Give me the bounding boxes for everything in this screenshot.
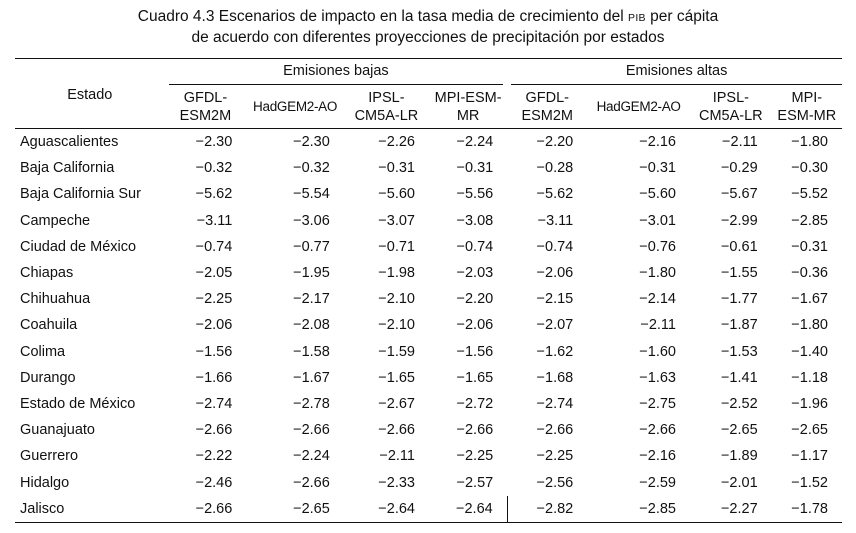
value-cell: −5.62 <box>195 186 233 203</box>
value-cell: −5.60 <box>378 186 415 203</box>
value-cell: −2.16 <box>639 448 676 465</box>
value-cell: −2.74 <box>536 395 574 412</box>
model-header-5 <box>587 85 690 129</box>
value-cell: −1.89 <box>720 448 758 465</box>
value-cell: −2.25 <box>536 448 574 465</box>
group-header-low <box>165 59 508 86</box>
title-text: Cuadro 4.3 Escenarios de impacto en la tasa media de crecimiento del <box>137 8 629 25</box>
value-cell: −2.03 <box>456 265 494 282</box>
value-cell: −2.06 <box>456 317 494 334</box>
impact-table <box>15 58 842 523</box>
model-header-line1: IPSL- <box>368 89 405 106</box>
model-header-2 <box>344 85 429 129</box>
value-cell: −1.17 <box>791 448 828 465</box>
value-cell: −2.67 <box>378 395 415 412</box>
value-cell: −5.60 <box>639 186 676 203</box>
state-name: Baja California Sur <box>20 186 141 203</box>
state-name: Estado de México <box>20 395 136 412</box>
value-cell: −2.85 <box>791 212 828 229</box>
group-header-high-label: Emisiones altas <box>511 59 842 85</box>
value-cell: −2.52 <box>720 395 758 412</box>
table-row <box>15 365 842 391</box>
value-cell: −5.56 <box>456 186 494 203</box>
table-row <box>15 234 842 260</box>
value-cell: −2.25 <box>195 291 233 308</box>
table-row <box>15 208 842 234</box>
value-cell: −1.53 <box>720 343 758 360</box>
model-header-6 <box>690 85 772 129</box>
value-cell: −0.28 <box>536 160 574 177</box>
table-row <box>15 286 842 312</box>
value-cell: −1.80 <box>791 134 828 151</box>
value-cell: −1.56 <box>456 343 494 360</box>
value-cell: −2.14 <box>639 291 676 308</box>
value-cell: −0.74 <box>536 238 574 255</box>
group-header-low-label: Emisiones bajas <box>169 59 504 85</box>
value-cell: −2.06 <box>536 265 574 282</box>
model-header-line2: CM5A-LR <box>699 107 763 124</box>
value-cell: −1.87 <box>720 317 758 334</box>
model-header-line1: IPSL- <box>712 89 749 106</box>
value-cell: −0.61 <box>720 238 758 255</box>
value-cell: −2.07 <box>536 317 574 334</box>
value-cell: −0.31 <box>639 160 676 177</box>
table-row <box>15 260 842 286</box>
value-cell: −2.78 <box>293 395 330 412</box>
value-cell: −2.26 <box>378 134 415 151</box>
table-row <box>15 496 842 523</box>
state-name: Aguascalientes <box>20 134 119 151</box>
value-cell: −2.10 <box>378 291 415 308</box>
value-cell: −0.76 <box>639 238 676 255</box>
table-row <box>15 155 842 181</box>
table-row <box>15 391 842 417</box>
value-cell: −0.74 <box>195 238 233 255</box>
value-cell: −2.75 <box>639 395 676 412</box>
value-cell: −1.40 <box>791 343 828 360</box>
value-cell: −1.65 <box>456 369 494 386</box>
model-header-line2: ESM2M <box>179 107 232 124</box>
value-cell: −2.56 <box>536 474 574 491</box>
value-cell: −2.72 <box>456 395 494 412</box>
value-cell: −0.31 <box>378 160 415 177</box>
value-cell: −1.62 <box>536 343 574 360</box>
table-row <box>15 469 842 495</box>
title-line-1 <box>0 7 856 28</box>
value-cell: −2.66 <box>293 474 330 491</box>
value-cell: −1.68 <box>536 369 574 386</box>
table-row <box>15 312 842 338</box>
value-cell: −1.67 <box>293 369 330 386</box>
value-cell: −2.30 <box>195 134 233 151</box>
value-cell: −2.57 <box>456 474 494 491</box>
model-header-line2: ESM-MR <box>777 107 837 124</box>
value-cell: −3.06 <box>293 212 330 229</box>
value-cell: −1.55 <box>720 265 758 282</box>
value-cell: −0.29 <box>720 160 758 177</box>
value-cell: −0.36 <box>791 265 828 282</box>
state-name: Ciudad de México <box>20 238 137 255</box>
value-cell: −1.98 <box>378 265 415 282</box>
value-cell: −1.65 <box>378 369 415 386</box>
state-name: Chihuahua <box>20 291 91 308</box>
state-name: Chiapas <box>20 265 74 282</box>
value-cell: −0.31 <box>456 160 494 177</box>
value-cell: −2.64 <box>378 500 415 517</box>
model-header-4 <box>507 85 587 129</box>
value-cell: −2.05 <box>195 265 233 282</box>
value-cell: −2.64 <box>456 500 493 517</box>
table-row <box>15 181 842 207</box>
model-header-line1: HadGEM2-AO <box>596 98 681 114</box>
value-cell: −0.77 <box>293 238 330 255</box>
model-header-3 <box>429 85 507 129</box>
value-cell: −2.66 <box>639 422 676 439</box>
value-cell: −2.99 <box>720 212 758 229</box>
table-row <box>15 339 842 365</box>
table-row <box>15 129 842 156</box>
value-cell: −2.74 <box>195 395 233 412</box>
state-name: Hidalgo <box>20 474 70 491</box>
value-cell: −1.78 <box>791 500 828 517</box>
value-cell: −2.06 <box>195 317 233 334</box>
model-header-line2: ESM2M <box>521 107 574 124</box>
state-name: Guanajuato <box>20 422 95 439</box>
value-cell: −5.67 <box>720 186 758 203</box>
model-header-line1: GFDL- <box>183 89 228 106</box>
value-cell: −2.01 <box>720 474 758 491</box>
value-cell: −3.11 <box>537 212 574 229</box>
model-header-line2: MR <box>456 107 480 124</box>
state-name: Colima <box>20 343 66 360</box>
value-cell: −2.66 <box>378 422 415 439</box>
value-cell: −1.67 <box>791 291 828 308</box>
value-cell: −2.66 <box>456 422 494 439</box>
value-cell: −2.11 <box>722 134 758 151</box>
value-cell: −2.65 <box>293 500 330 517</box>
title-text-end: per cápita <box>645 8 719 25</box>
value-cell: −2.65 <box>791 422 828 439</box>
value-cell: −2.11 <box>379 448 415 465</box>
model-header-line1: GFDL- <box>525 89 569 106</box>
value-cell: −1.56 <box>195 343 233 360</box>
value-cell: −1.66 <box>195 369 233 386</box>
table-title <box>0 0 856 48</box>
title-acronym: PIB <box>628 12 646 24</box>
value-cell: −2.82 <box>507 496 587 523</box>
value-cell: −1.80 <box>639 265 676 282</box>
value-cell: −1.96 <box>791 395 828 412</box>
value-cell: −2.17 <box>293 291 330 308</box>
model-header-line2: CM5A-LR <box>354 107 419 124</box>
value-cell: −2.24 <box>293 448 330 465</box>
model-header-line1: MPI- <box>791 89 823 106</box>
value-cell: −2.65 <box>720 422 758 439</box>
value-cell: −1.77 <box>720 291 758 308</box>
value-cell: −5.62 <box>536 186 574 203</box>
group-header-high <box>507 59 842 86</box>
value-cell: −1.18 <box>791 369 828 386</box>
state-name: Guerrero <box>20 448 79 465</box>
value-cell: −1.95 <box>293 265 330 282</box>
value-cell: −0.74 <box>456 238 494 255</box>
value-cell: −2.20 <box>456 291 494 308</box>
value-cell: −2.46 <box>195 474 233 491</box>
model-header-line1: HadGEM2-AO <box>253 98 338 114</box>
value-cell: −2.27 <box>720 500 758 517</box>
value-cell: −2.66 <box>195 422 233 439</box>
value-cell: −2.10 <box>378 317 415 334</box>
value-cell: −2.22 <box>195 448 233 465</box>
column-header-estado: Estado <box>15 59 165 129</box>
value-cell: −2.33 <box>378 474 415 491</box>
value-cell: −2.24 <box>456 134 494 151</box>
state-name: Jalisco <box>20 500 65 517</box>
value-cell: −2.66 <box>195 500 233 517</box>
value-cell: −2.15 <box>536 291 574 308</box>
state-name: Durango <box>20 369 76 386</box>
value-cell: −1.59 <box>378 343 415 360</box>
value-cell: −2.11 <box>640 317 676 334</box>
value-cell: −5.52 <box>791 186 828 203</box>
value-cell: −2.08 <box>293 317 330 334</box>
model-header-line1: MPI-ESM- <box>434 89 502 106</box>
value-cell: −2.66 <box>293 422 330 439</box>
value-cell: −0.32 <box>195 160 233 177</box>
value-cell: −2.66 <box>536 422 574 439</box>
value-cell: −2.30 <box>293 134 330 151</box>
title-line-2: de acuerdo con diferentes proyecciones de precipitación por estados <box>191 29 665 46</box>
value-cell: −2.16 <box>639 134 676 151</box>
value-cell: −2.85 <box>639 500 676 517</box>
table-row <box>15 443 842 469</box>
value-cell: −1.52 <box>791 474 828 491</box>
value-cell: −0.30 <box>791 160 828 177</box>
model-header-7 <box>772 85 842 129</box>
value-cell: −1.80 <box>791 317 828 334</box>
value-cell: −0.31 <box>791 238 828 255</box>
value-cell: −2.25 <box>456 448 494 465</box>
value-cell: −5.54 <box>293 186 330 203</box>
table-body <box>15 129 842 523</box>
value-cell: −1.60 <box>639 343 676 360</box>
value-cell: −1.58 <box>293 343 330 360</box>
table-row <box>15 417 842 443</box>
model-header-1 <box>246 85 343 129</box>
value-cell: −1.41 <box>720 369 758 386</box>
value-cell: −2.59 <box>639 474 676 491</box>
state-name: Campeche <box>20 212 91 229</box>
value-cell: −0.32 <box>293 160 330 177</box>
value-cell: −3.07 <box>378 212 415 229</box>
value-cell: −3.01 <box>639 212 676 229</box>
value-cell: −0.71 <box>378 238 415 255</box>
value-cell: −2.20 <box>536 134 574 151</box>
state-name: Baja California <box>20 160 115 177</box>
model-header-0 <box>165 85 247 129</box>
value-cell: −1.63 <box>639 369 676 386</box>
value-cell: −3.08 <box>456 212 494 229</box>
value-cell: −3.11 <box>196 212 233 229</box>
state-name: Coahuila <box>20 317 78 334</box>
